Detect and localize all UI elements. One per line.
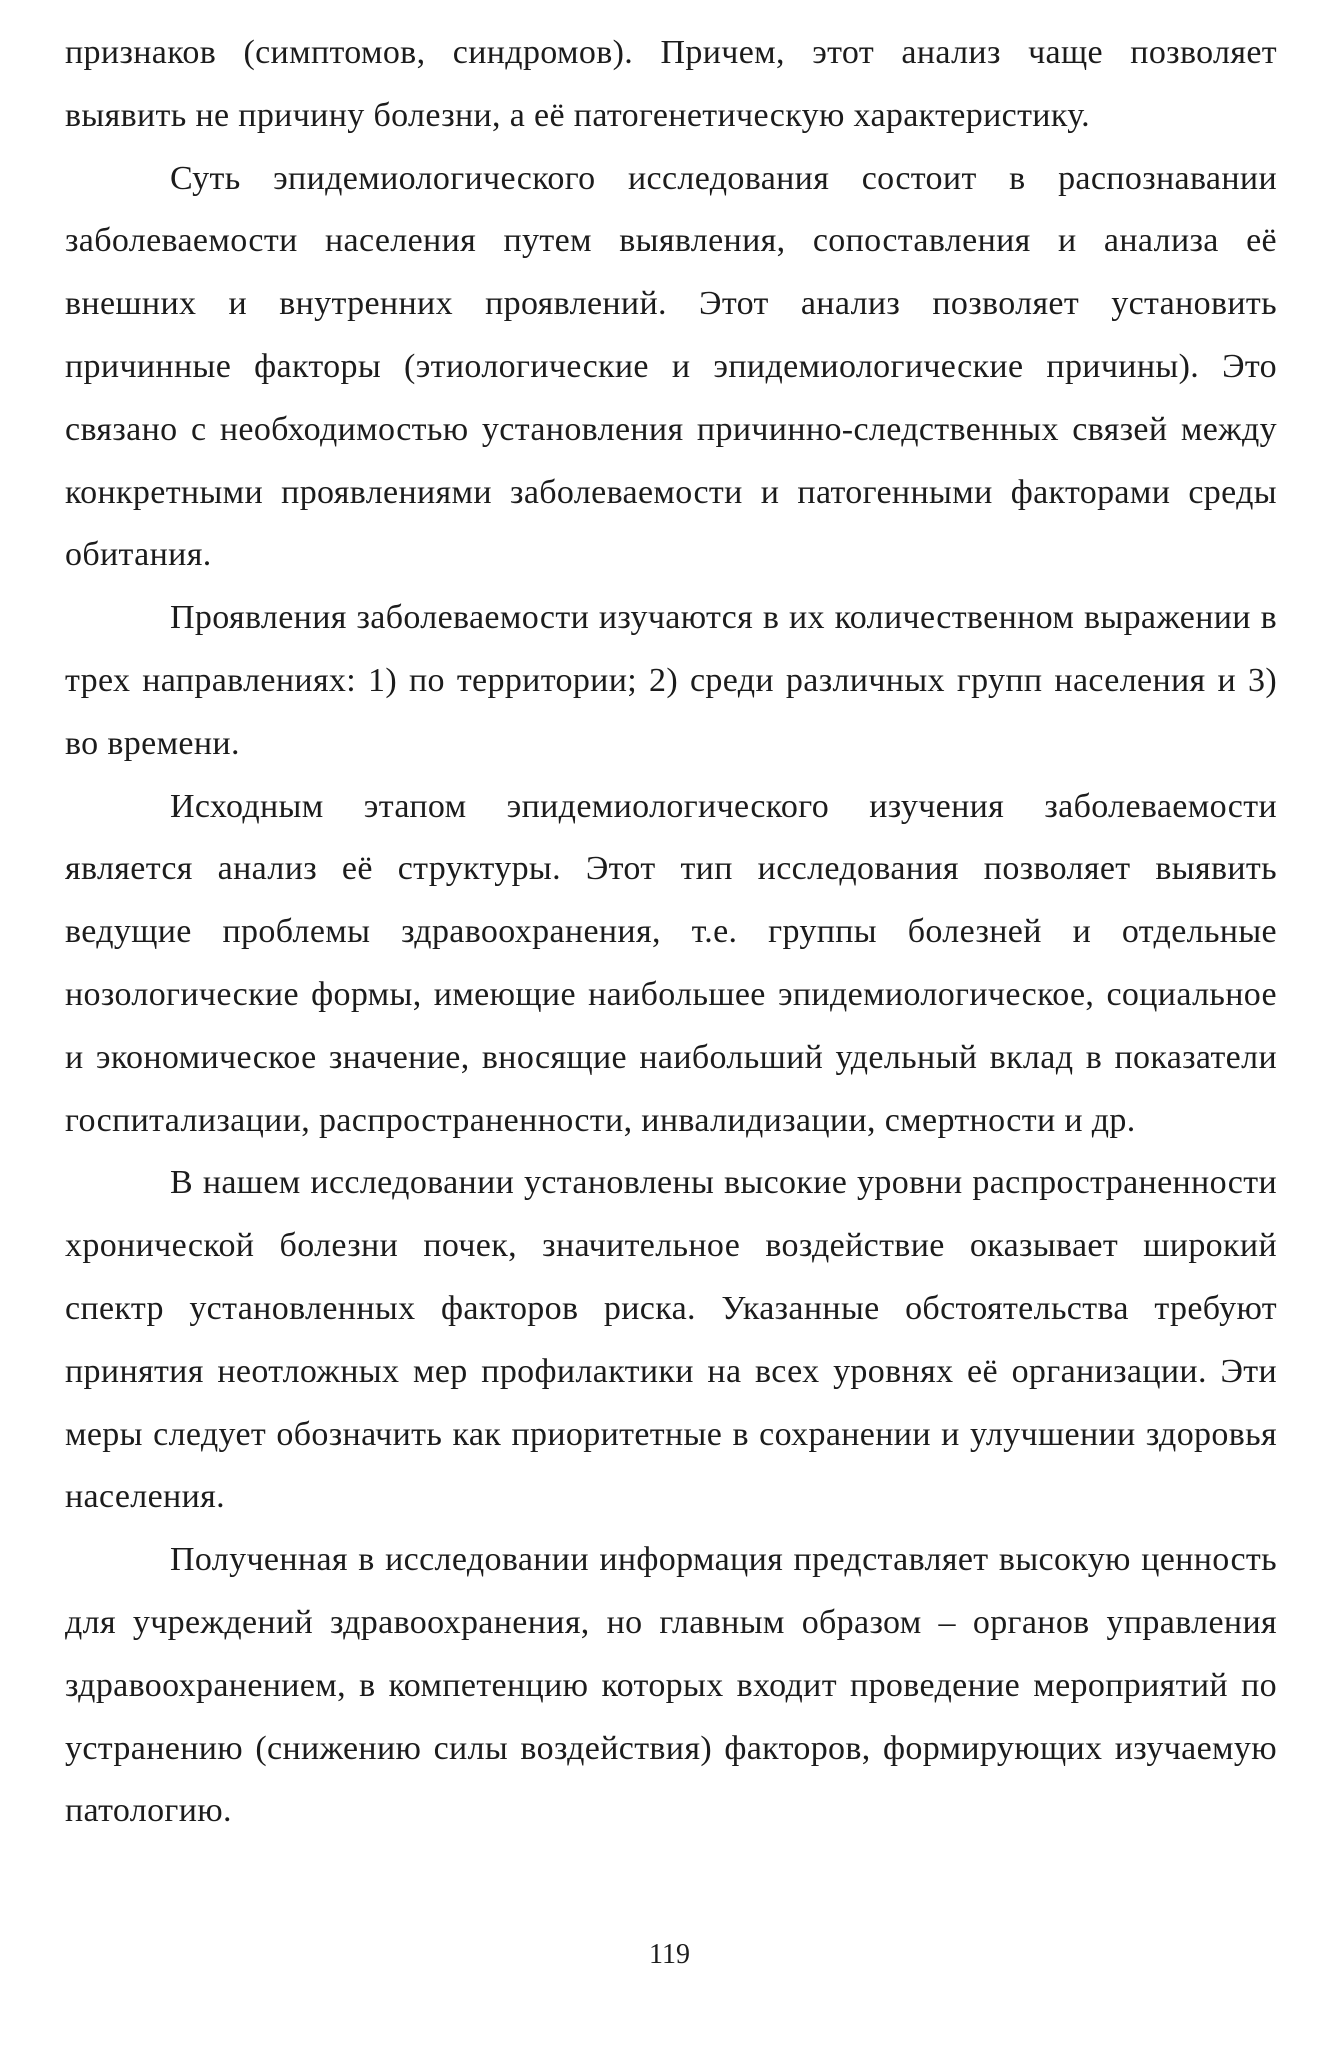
page-number: 119 (649, 1939, 690, 1970)
paragraph-structure-analysis: Исходным этапом эпидемиологического изучения заболеваемости является анализ её структуры. Этот тип исследования позволяет выявить ведущие проблемы здравоохранения, т.е. группы болезней и отдельные нозологические формы, имеющие наибольшее эпидемиологическое, социальное и экономическое значение, вносящие наибольший удельный вклад в показатели госпитализации, распространенности, инвалидизации, смертности и др. (65, 787, 1277, 1139)
paragraph-morbidity-directions: Проявления заболеваемости изучаются в их количественном выражении в трех направлениях: 1) по территории; 2) среди различных групп населения и 3) во времени. (65, 599, 1277, 762)
paragraph-epidemiological-study: Суть эпидемиологического исследования состоит в распознавании заболеваемости населения путем выявления, сопоставления и анализа её внешних и внутренних проявлений. Этот анализ позволяет установить причинные факторы (этиологические и эпидемиологические причины). Это связано с необходимостью установления причинно-следственных связей между конкретными проявлениями заболеваемости и патогенными факторами среды обитания. (65, 159, 1277, 574)
document-page (65, 22, 1277, 1843)
paragraph-our-study: В нашем исследовании установлены высокие уровни распространенности хронической болезни почек, значительное воздействие оказывает широкий спектр установленных факторов риска. Указанные обстоятельства требуют принятия неотложных мер профилактики на всех уровнях её организации. Эти меры следует обозначить как приоритетные в сохранении и улучшении здоровья населения. (65, 1164, 1277, 1516)
paragraph-information-value: Полученная в исследовании информация представляет высокую ценность для учреждений здравоохранения, но главным образом – органов управления здравоохранением, в компетенцию которых входит проведение мероприятий по устранению (снижению силы воздействия) факторов, формирующих изучаемую патологию. (65, 1541, 1277, 1830)
paragraph-continuation: признаков (симптомов, синдромов). Причем, этот анализ чаще позволяет выявить не причину болезни, а её патогенетическую характеристику. (65, 34, 1277, 134)
